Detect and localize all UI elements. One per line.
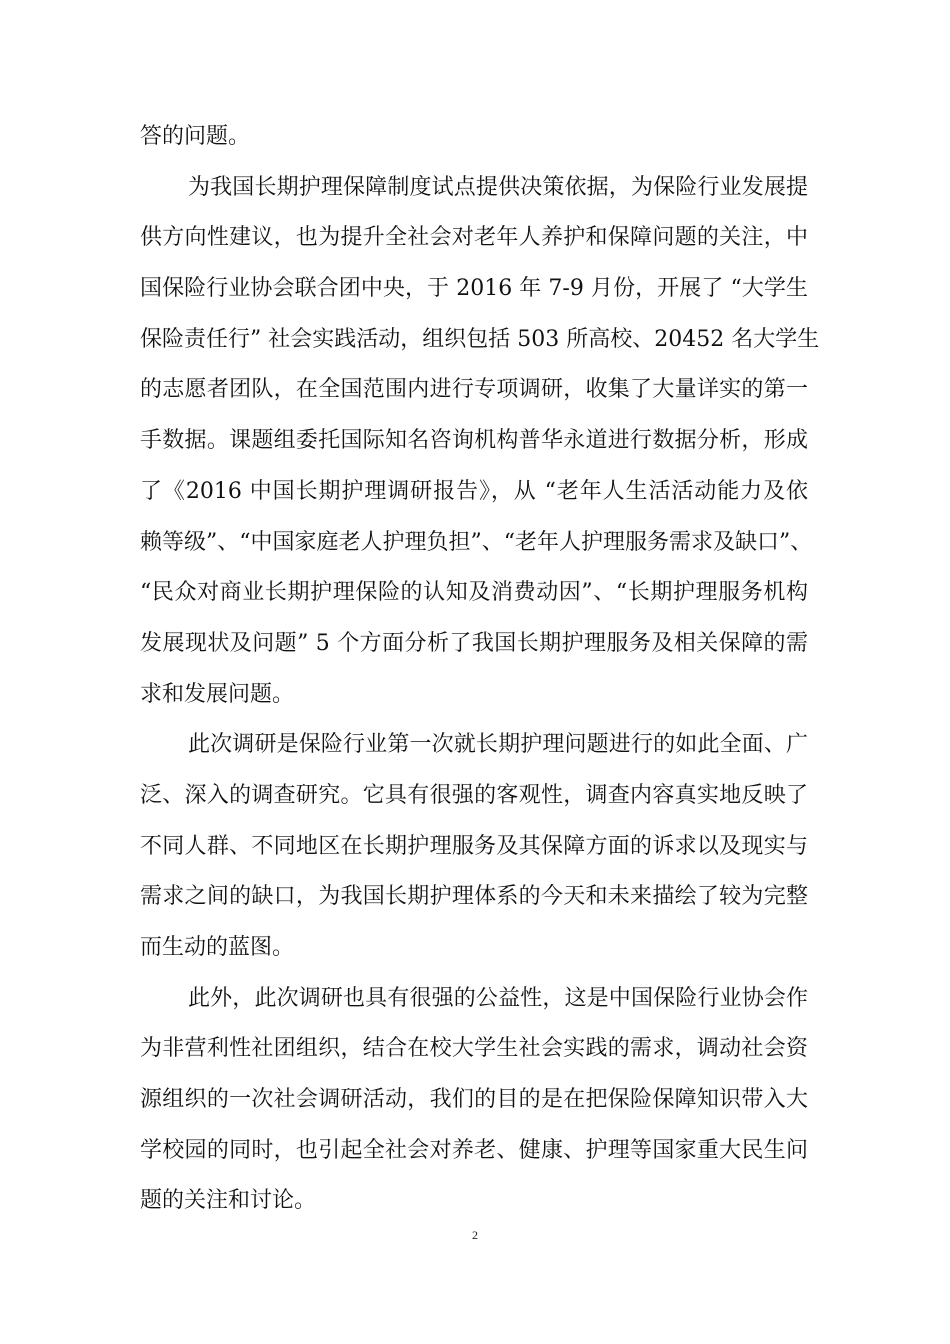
text-line: 泛、深入的调查研究。它具有很强的客观性，调查内容真实地反映了: [140, 782, 808, 808]
text-line: 求和发展问题。: [140, 681, 295, 707]
text-line: 学校园的同时，也引起全社会对养老、健康、护理等国家重大民生问: [140, 1137, 808, 1163]
text-line: 发展现状及问题” 5 个方面分析了我国长期护理服务及相关保障的需: [140, 630, 808, 656]
text-line: 为非营利性社团组织，结合在校大学生社会实践的需求，调动社会资: [140, 1036, 808, 1062]
paragraph-first-line: 此次调研是保险行业第一次就长期护理问题进行的如此全面、广: [188, 732, 808, 758]
page-number: 2: [472, 1228, 478, 1242]
body-text: [140, 112, 820, 1227]
text-line: 答的问题。: [140, 124, 251, 149]
paragraph-first-line: 为我国长期护理保障制度试点提供决策依据，为保险行业发展提: [188, 174, 808, 200]
text-line: 而生动的蓝图。: [140, 935, 295, 960]
paragraph-first-line: 此外，此次调研也具有很强的公益性，这是中国保险行业协会作: [188, 985, 808, 1011]
text-line: 手数据。课题组委托国际知名咨询机构普华永道进行数据分析，形成: [140, 428, 808, 454]
text-line: “民众对商业长期护理保险的认知及消费动因”、“长期护理服务机构: [140, 580, 808, 606]
text-line: 国保险行业协会联合团中央，于 2016 年 7-9 月份，开展了 “大学生: [140, 276, 808, 302]
text-line: 保险责任行” 社会实践活动，组织包括 503 所高校、20452 名大学生: [140, 326, 820, 352]
text-line: 题的关注和讨论。: [140, 1188, 317, 1214]
text-line: 供方向性建议，也为提升全社会对老年人养护和保障问题的关注，中: [140, 225, 808, 251]
text-line: 赖等级”、“中国家庭老人护理负担”、“老年人护理服务需求及缺口”、: [140, 529, 813, 555]
text-line: 需求之间的缺口，为我国长期护理体系的今天和未来描绘了较为完整: [140, 884, 808, 910]
text-line: 了《2016 中国长期护理调研报告》，从 “老年人生活活动能力及依: [140, 478, 808, 504]
text-line: 源组织的一次社会调研活动，我们的目的是在把保险保障知识带入大: [140, 1087, 808, 1113]
text-line: 的志愿者团队，在全国范围内进行专项调研，收集了大量详实的第一: [140, 377, 808, 403]
text-line: 不同人群、不同地区在长期护理服务及其保障方面的诉求以及现实与: [140, 833, 808, 859]
